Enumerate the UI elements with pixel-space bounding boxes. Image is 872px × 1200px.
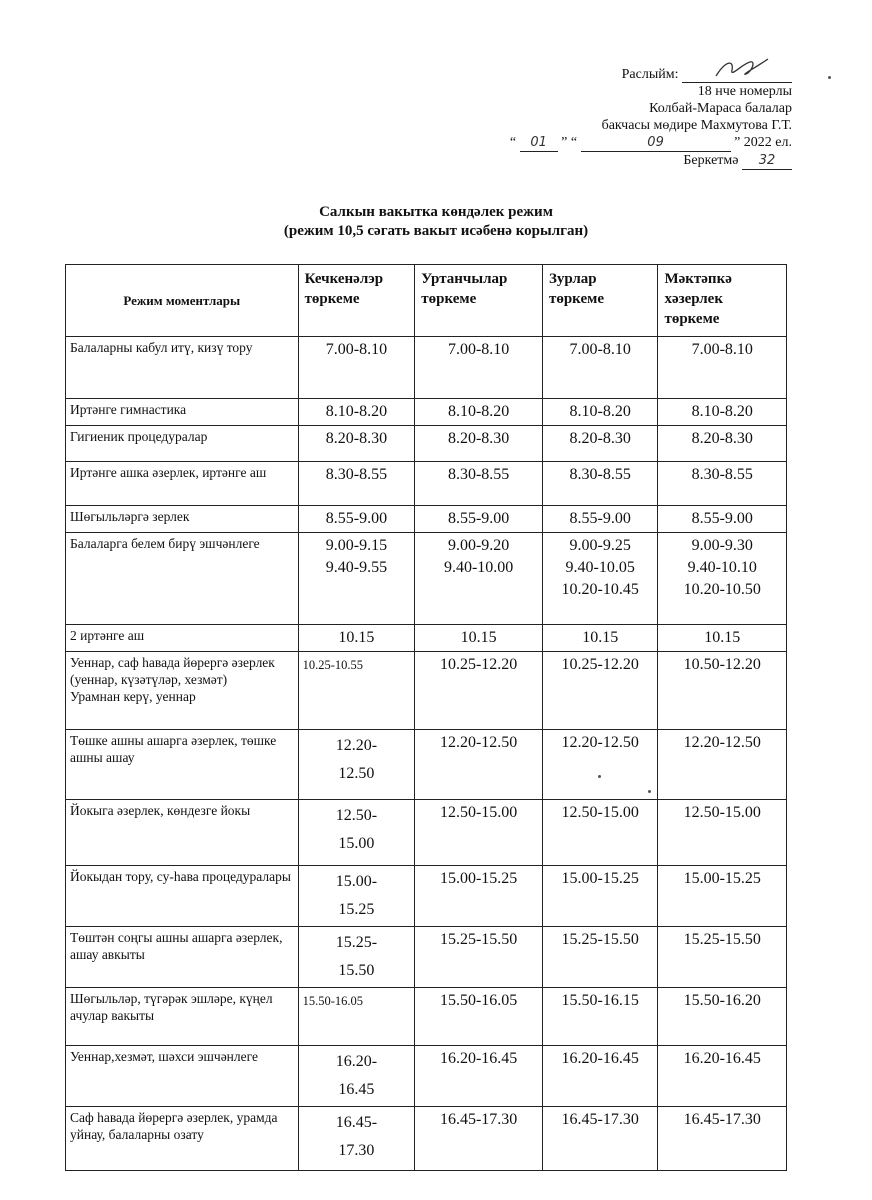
activity-cell: Иртәнге гимнастика (66, 399, 299, 426)
time-cell: 16.45-17.30 (658, 1107, 787, 1171)
page-title (0, 203, 872, 241)
time-cell: 7.00-8.10 (658, 337, 787, 399)
time-cell: 12.20-12.50 (542, 730, 657, 800)
time-cell: 16.20-16.45 (542, 1046, 657, 1107)
time-cell: 15.50-16.20 (658, 988, 787, 1046)
time-cell: 10.25-12.20 (415, 652, 543, 730)
time-cell: 16.20- 16.45 (298, 1046, 415, 1107)
signature (682, 68, 792, 83)
time-cell: 10.15 (658, 625, 787, 652)
table-row (66, 426, 787, 462)
time-cell: 8.55-9.00 (298, 506, 415, 533)
time-cell: 8.10-8.20 (298, 399, 415, 426)
scan-dot (828, 76, 831, 79)
date-year: ” 2022 ел. (734, 135, 792, 150)
time-cell: 7.00-8.10 (298, 337, 415, 399)
time-cell: 15.00- 15.25 (298, 866, 415, 927)
header-cell: Уртанчылар төркеме (415, 265, 543, 337)
time-cell: 16.45-17.30 (415, 1107, 543, 1171)
time-cell: 10.15 (298, 625, 415, 652)
order-number: 32 (742, 152, 792, 170)
time-cell: 8.55-9.00 (658, 506, 787, 533)
time-cell: 16.20-16.45 (415, 1046, 543, 1107)
activity-cell: Саф һавада йөрергә әзерлек, урамда уйнау, балаларны озату (66, 1107, 299, 1171)
time-cell: 10.25-10.55 (298, 652, 415, 730)
date-month: 09 (581, 134, 731, 152)
time-cell: 12.50- 15.00 (298, 800, 415, 866)
date-quote: “ (509, 135, 517, 150)
activity-cell: Иртәнге ашка әзерлек, иртәнге аш (66, 462, 299, 506)
activity-cell: Төштән соңгы ашны ашарга әзерлек, ашау авкыты (66, 927, 299, 988)
time-cell: 12.20-12.50 (415, 730, 543, 800)
time-cell: 9.00-9.15 9.40-9.55 (298, 533, 415, 625)
header-cell: Режим моментлары (66, 265, 299, 337)
time-cell: 12.50-15.00 (542, 800, 657, 866)
time-cell: 15.50-16.05 (415, 988, 543, 1046)
table-body (66, 337, 787, 1171)
time-cell: 9.00-9.25 9.40-10.05 10.20-10.45 (542, 533, 657, 625)
table-row (66, 800, 787, 866)
time-cell: 15.25- 15.50 (298, 927, 415, 988)
scan-dot (598, 775, 601, 778)
title-line-1: Салкын вакытка көндәлек режим (319, 204, 553, 220)
approval-line-4: бакчасы мөдире Махмутова Г.Т. (601, 118, 792, 133)
title-line-2: (режим 10,5 сәгать вакыт исәбенә корылган) (283, 223, 589, 239)
time-cell: 16.45- 17.30 (298, 1107, 415, 1171)
table-row (66, 533, 787, 625)
time-cell: 8.30-8.55 (415, 462, 543, 506)
time-cell: 16.20-16.45 (658, 1046, 787, 1107)
time-cell: 10.50-12.20 (658, 652, 787, 730)
table-row (66, 462, 787, 506)
time-cell: 15.00-15.25 (415, 866, 543, 927)
date-mid: ” “ (561, 135, 578, 150)
approval-block (510, 66, 792, 170)
time-cell: 8.20-8.30 (298, 426, 415, 462)
order-label: Беркетмә (683, 153, 739, 168)
approval-line (510, 66, 792, 83)
time-cell: 7.00-8.10 (542, 337, 657, 399)
table-row (66, 652, 787, 730)
activity-cell: Уеннар, саф һавада йөрергә әзерлек (уеннар, күзәтүләр, хезмәт) Урамнан керү, уеннар (66, 652, 299, 730)
time-cell: 8.20-8.30 (542, 426, 657, 462)
time-cell: 9.00-9.30 9.40-10.10 10.20-10.50 (658, 533, 787, 625)
date-day: 01 (520, 134, 558, 152)
time-cell: 8.10-8.20 (415, 399, 543, 426)
signature-scribble-icon (712, 56, 772, 82)
table-row (66, 1107, 787, 1171)
time-cell: 8.55-9.00 (415, 506, 543, 533)
activity-cell: Балаларны кабул итү, кизү тору (66, 337, 299, 399)
approval-line-2: 18 нче номерлы (697, 84, 792, 99)
time-cell: 15.25-15.50 (658, 927, 787, 988)
time-cell: 9.00-9.20 9.40-10.00 (415, 533, 543, 625)
table-row (66, 625, 787, 652)
time-cell: 12.50-15.00 (658, 800, 787, 866)
activity-cell: Йокыдан тору, су-һава процедуралары (66, 866, 299, 927)
approval-date (510, 134, 792, 152)
schedule-table (65, 264, 787, 1171)
time-cell: 10.15 (415, 625, 543, 652)
table-row (66, 927, 787, 988)
header-cell: Мәктәпкә хәзерлек төркеме (658, 265, 787, 337)
header-cell: Кечкенәлэр төркеме (298, 265, 415, 337)
time-cell: 8.20-8.30 (415, 426, 543, 462)
table-row (66, 866, 787, 927)
time-cell: 15.00-15.25 (542, 866, 657, 927)
activity-cell: Гигиеник процедуралар (66, 426, 299, 462)
header-row (66, 265, 787, 337)
table-row (66, 730, 787, 800)
time-cell: 10.25-12.20 (542, 652, 657, 730)
time-cell: 8.10-8.20 (542, 399, 657, 426)
table-row (66, 506, 787, 533)
order-line (510, 152, 792, 170)
time-cell: 15.25-15.50 (415, 927, 543, 988)
activity-cell: Йокыга әзерлек, көндезге йокы (66, 800, 299, 866)
time-cell: 15.50-16.15 (542, 988, 657, 1046)
activity-cell: Төшке ашны ашарга әзерлек, төшке ашны ашау (66, 730, 299, 800)
time-cell: 12.20-12.50 (658, 730, 787, 800)
table-row (66, 988, 787, 1046)
time-cell: 7.00-8.10 (415, 337, 543, 399)
time-cell: 12.50-15.00 (415, 800, 543, 866)
table-row (66, 399, 787, 426)
time-cell: 8.30-8.55 (658, 462, 787, 506)
activity-cell: Балаларга белем бирү эшчәнлеге (66, 533, 299, 625)
table-row (66, 337, 787, 399)
activity-cell: Шөгыльләргә зерлек (66, 506, 299, 533)
approved-label: Раслыйм: (621, 67, 679, 82)
time-cell: 12.20- 12.50 (298, 730, 415, 800)
time-cell: 8.30-8.55 (298, 462, 415, 506)
time-cell: 16.45-17.30 (542, 1107, 657, 1171)
table-row (66, 1046, 787, 1107)
time-cell: 8.30-8.55 (542, 462, 657, 506)
time-cell: 15.00-15.25 (658, 866, 787, 927)
approval-line-3: Колбай-Мараса балалар (649, 101, 792, 116)
time-cell: 15.25-15.50 (542, 927, 657, 988)
activity-cell: Шөгыльләр, түгәрәк эшләре, күңел ачулар вакыты (66, 988, 299, 1046)
time-cell: 8.20-8.30 (658, 426, 787, 462)
scan-dot (648, 790, 651, 793)
activity-cell: Уеннар,хезмәт, шәхси эшчәнлеге (66, 1046, 299, 1107)
time-cell: 8.55-9.00 (542, 506, 657, 533)
time-cell: 15.50-16.05 (298, 988, 415, 1046)
time-cell: 10.15 (542, 625, 657, 652)
activity-cell: 2 иртәнге аш (66, 625, 299, 652)
time-cell: 8.10-8.20 (658, 399, 787, 426)
header-cell: Зурлар төркеме (542, 265, 657, 337)
